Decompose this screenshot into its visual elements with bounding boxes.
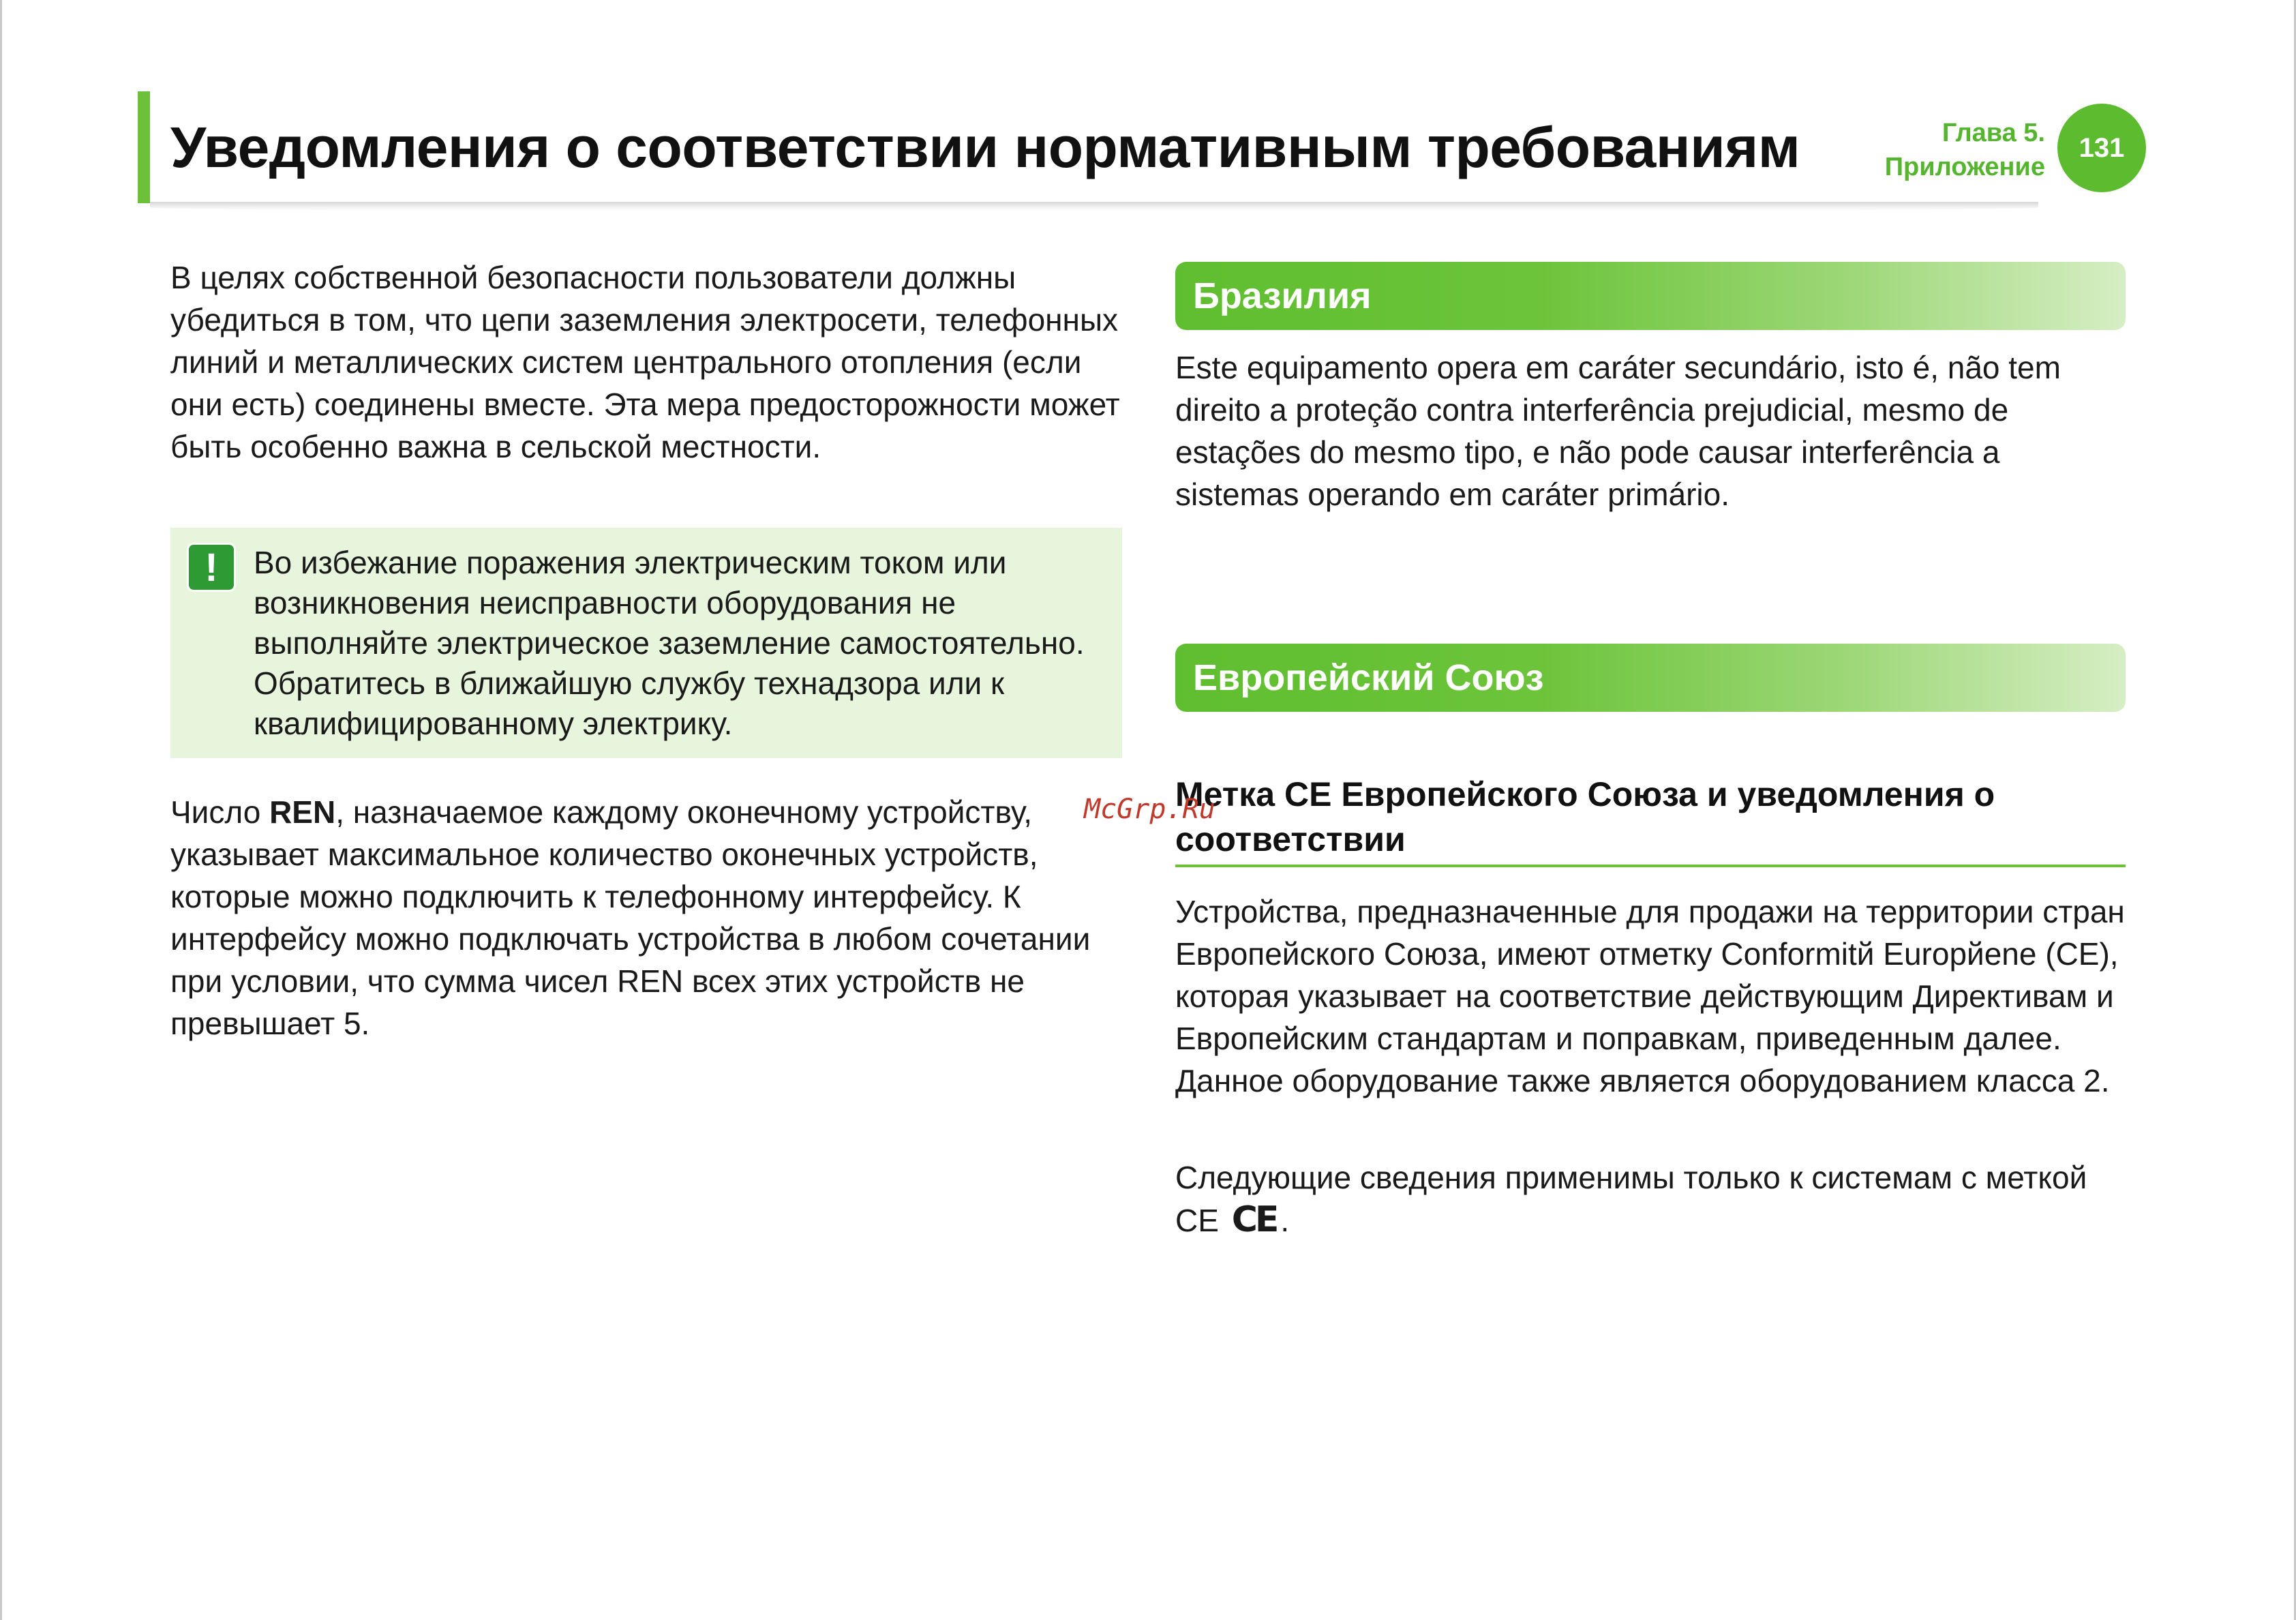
ren-rest: , назначаемое каждому оконечному устройству, указывает максимальное количество оконечных устройств, которые можно подключить к телефонному интерфейсу. К интерфейсу можно подключать устройства в любом сочетании при условии, что сумма чисел REN всех этих устройств не превышает 5.	[170, 794, 1091, 1041]
page-title: Уведомления о соответствии нормативным требованиям	[170, 115, 1800, 179]
ren-prefix: Число	[170, 794, 270, 830]
page-edge-left	[0, 0, 2, 1620]
warning-exclamation-icon: !	[187, 543, 236, 592]
chapter-label	[1827, 116, 2045, 184]
brazil-paragraph: Este equipamento opera em caráter secundário, isto é, não tem direito a proteção contra interferência prejudicial, mesmo de estações do mesmo tipo, e não pode causar interferência a sistemas operando em caráter primário.	[1175, 350, 2061, 512]
grounding-intro-paragraph: В целях собственной безопасности пользователи должны убедиться в том, что цепи заземления электросети, телефонных линий и металлических систем центрального отопления (если они есть) соединены вместе. Эта мера предосторожности может быть особенно важна в сельской местности.	[170, 260, 1120, 464]
warning-box	[170, 528, 1122, 758]
section-header-brazil-label: Бразилия	[1193, 275, 1372, 316]
ren-paragraph	[170, 791, 1132, 1045]
ce-mark-icon: CE	[1231, 1199, 1277, 1240]
chapter-number: Глава 5.	[1942, 119, 2045, 147]
section-header-brazil	[1175, 262, 2126, 330]
watermark: McGrp.Ru	[1084, 794, 1215, 825]
title-accent-bar	[138, 91, 150, 203]
subheading-divider	[1175, 865, 2126, 867]
eu-ce-subheading: Метка CE Европейского Союза и уведомления о соответствии	[1175, 775, 1995, 858]
eu-paragraph-2-suffix: .	[1280, 1203, 1290, 1238]
eu-paragraph-1: Устройства, предназначенные для продажи на территории стран Европейского Союза, имеют отметку Conformitй Europйene (CE), которая указывает на соответствие действующим Директивам и Европейским стандартам и поправкам, приведенным далее. Данное оборудование также является оборудованием класса 2.	[1175, 894, 2125, 1098]
left-column	[170, 256, 1125, 468]
header-divider	[150, 202, 2038, 211]
page-number-badge: 131	[2057, 104, 2146, 192]
eu-paragraph-2	[1175, 1156, 2130, 1242]
warning-text: Во избежание поражения электрическим током или возникновения неисправности оборудования не выполняйте электрическое заземление самостоятельно. Обратитесь в ближайшую службу технадзора или к квалифицированному электрику.	[254, 545, 1085, 741]
eu-paragraph-2-text: Следующие сведения применимы только к системам с меткой CE	[1175, 1160, 2087, 1238]
chapter-name: Приложение	[1884, 153, 2045, 181]
section-header-eu-label: Европейский Союз	[1193, 657, 1544, 698]
ren-bold-term: REN	[269, 794, 336, 830]
section-header-eu	[1175, 644, 2126, 712]
